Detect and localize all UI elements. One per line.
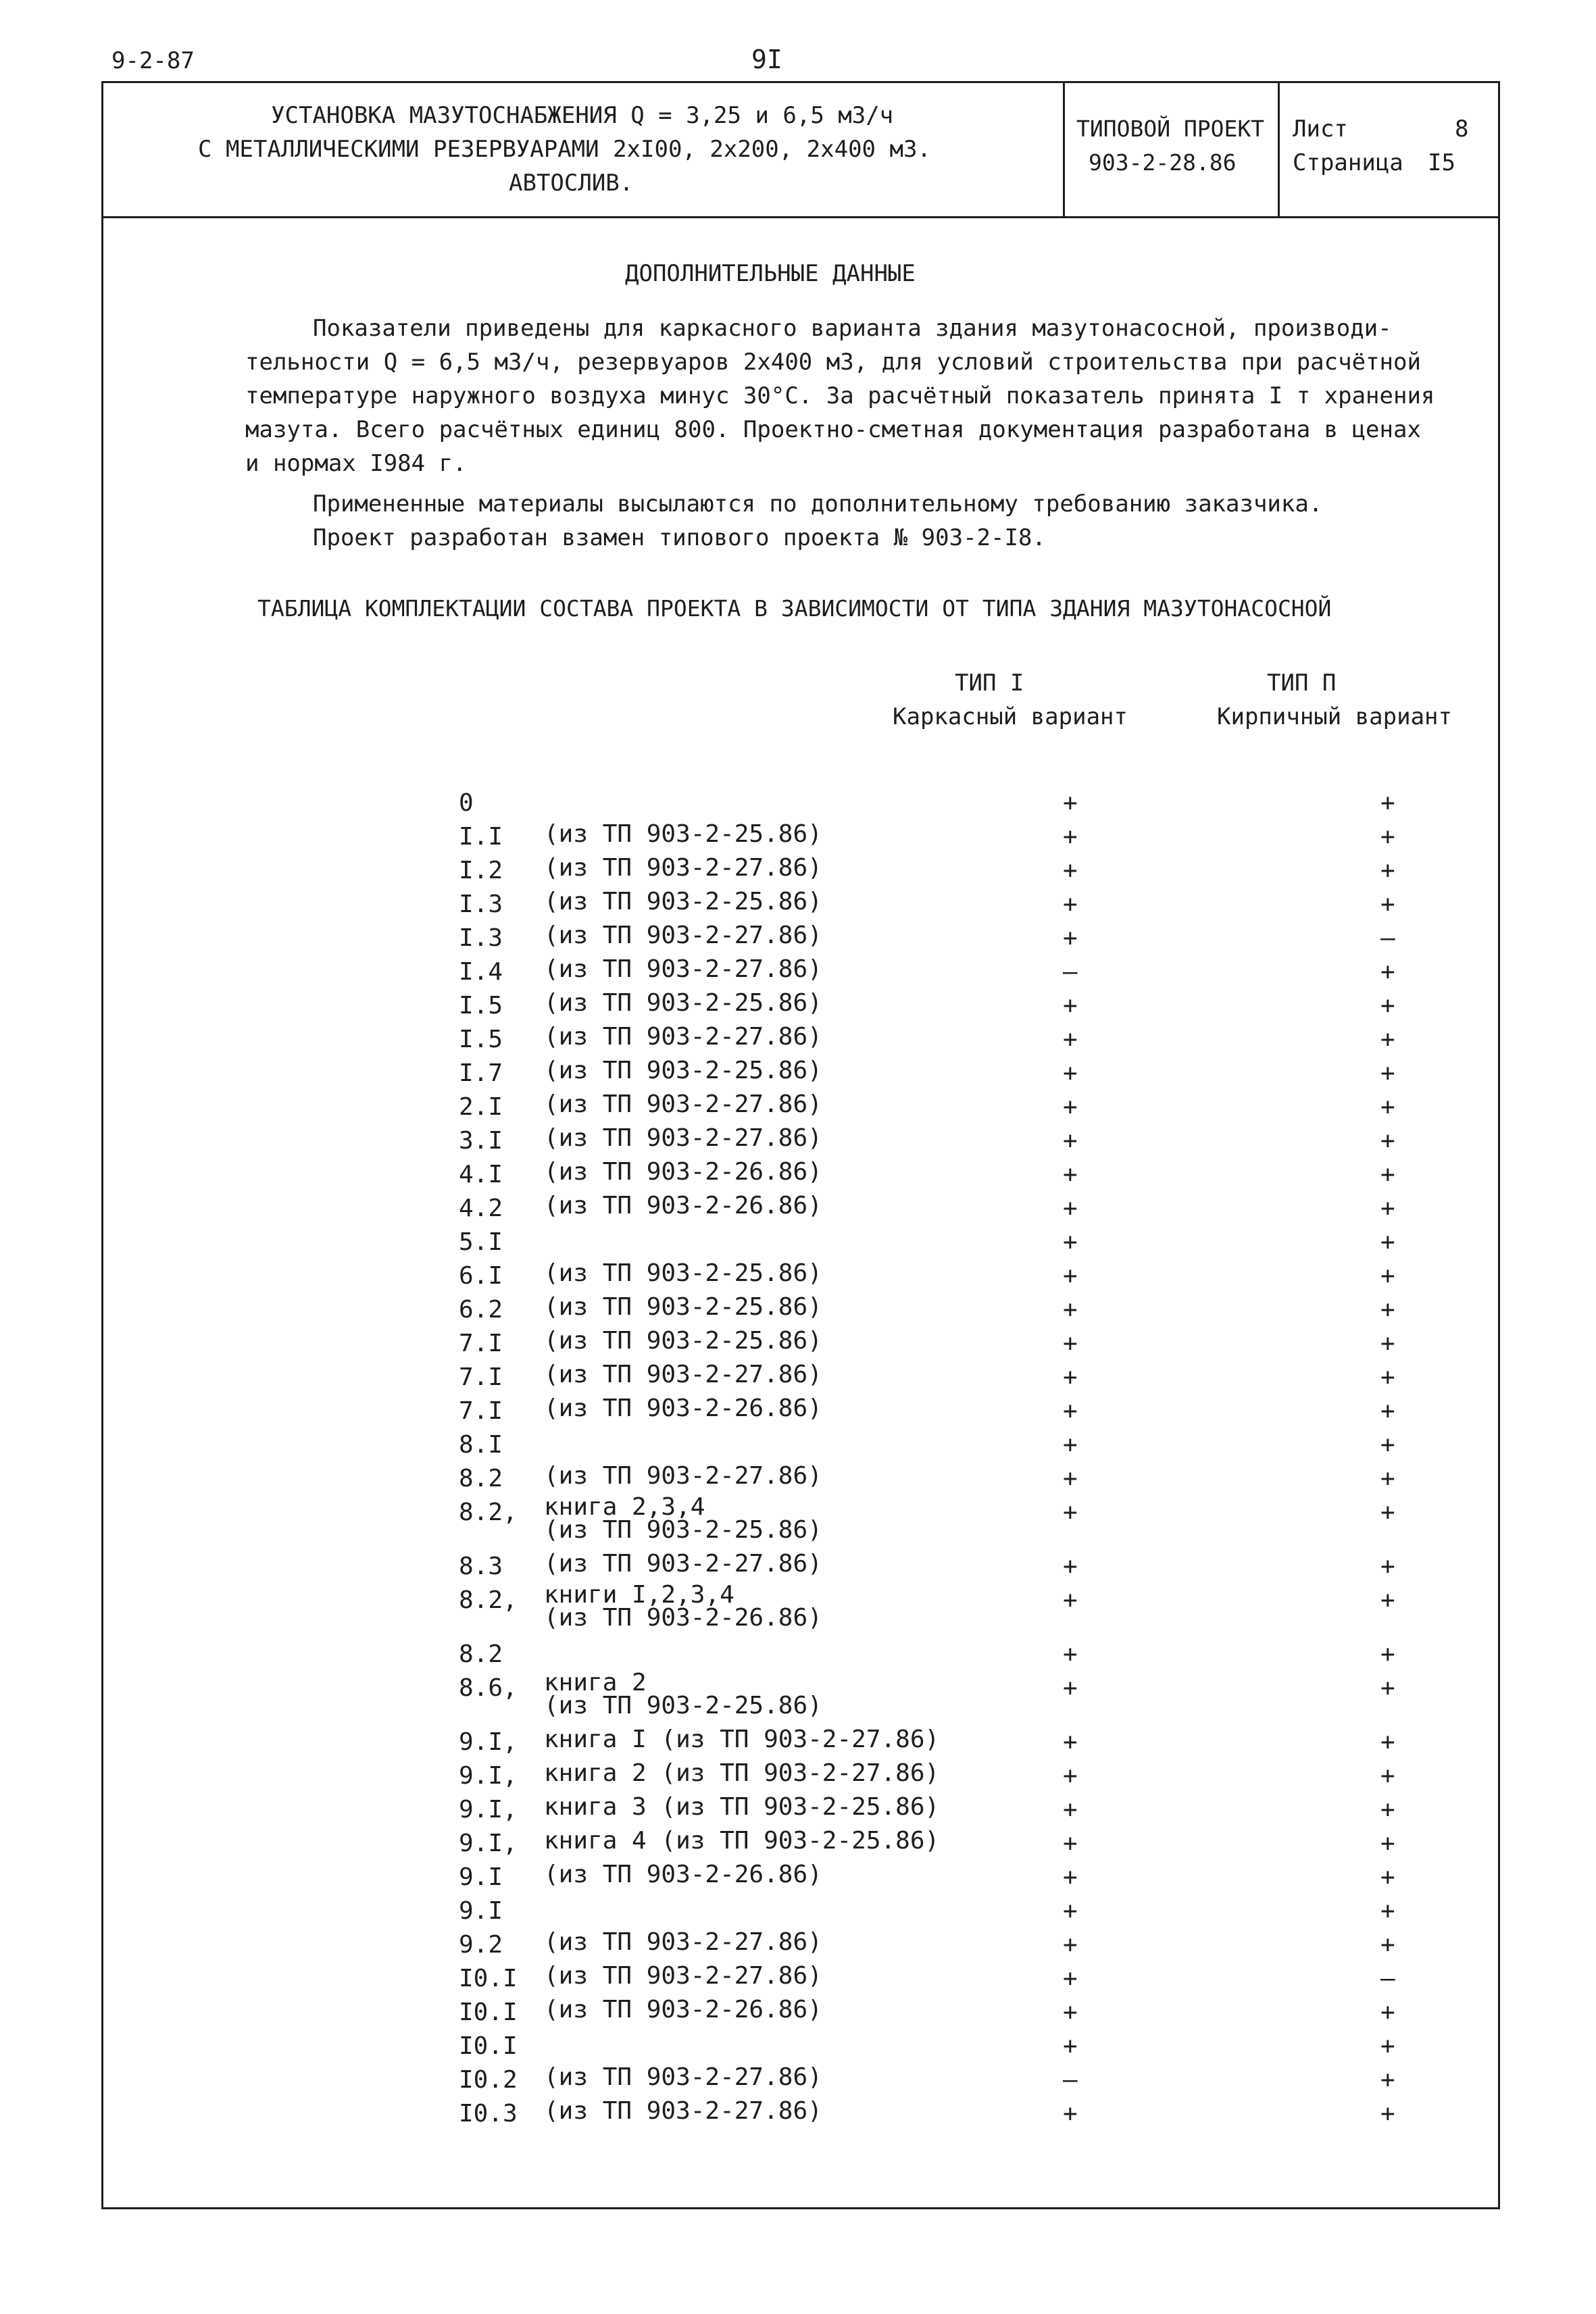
type2-mark: + bbox=[1380, 1499, 1395, 1526]
col-type2-desc: Кирпичный вариант bbox=[1217, 703, 1452, 730]
type1-mark: + bbox=[1063, 992, 1078, 1020]
type1-mark: + bbox=[1063, 789, 1078, 817]
paragraph-line: и нормах I984 г. bbox=[245, 450, 467, 477]
row-number: 8.6, bbox=[459, 1674, 518, 1702]
row-number: I0.I bbox=[459, 1998, 518, 2026]
doc-code: 9-2-87 bbox=[111, 47, 195, 74]
type2-mark: – bbox=[1380, 924, 1395, 952]
row-number: 3.I bbox=[459, 1127, 503, 1155]
type1-mark: + bbox=[1063, 1262, 1078, 1290]
type1-mark: + bbox=[1063, 1965, 1078, 1992]
type1-mark: + bbox=[1063, 1728, 1078, 1756]
type2-mark: + bbox=[1380, 789, 1395, 817]
type1-mark: + bbox=[1063, 1093, 1078, 1121]
row-number: 8.2 bbox=[459, 1465, 503, 1492]
row-number: 2.I bbox=[459, 1093, 503, 1121]
type1-mark: + bbox=[1063, 1127, 1078, 1155]
row-reference-line: (из ТП 903-2-26.86) bbox=[544, 1604, 822, 1632]
type1-mark: + bbox=[1063, 857, 1078, 884]
row-reference: (из ТП 903-2-27.86) bbox=[544, 2097, 822, 2125]
title-block bbox=[103, 83, 1498, 218]
type1-mark: + bbox=[1063, 823, 1078, 851]
row-number: 5.I bbox=[459, 1228, 503, 1256]
row-number: I0.3 bbox=[459, 2100, 518, 2128]
row-number: 0 bbox=[459, 789, 474, 817]
page-value: I5 bbox=[1428, 149, 1455, 176]
type1-mark: + bbox=[1063, 1499, 1078, 1526]
row-number: I.5 bbox=[459, 992, 503, 1020]
type1-mark: + bbox=[1063, 1863, 1078, 1891]
row-number: 9.I, bbox=[459, 1796, 518, 1823]
sheet-value: 8 bbox=[1455, 116, 1469, 143]
type2-mark: + bbox=[1380, 1674, 1395, 1702]
paragraph-line: мазута. Всего расчётных единиц 800. Проектно-сметная документация разработана в ценах bbox=[245, 416, 1421, 443]
type2-mark: + bbox=[1380, 1863, 1395, 1891]
row-reference-line: (из ТП 903-2-25.86) bbox=[544, 1692, 822, 1719]
row-reference: (из ТП 903-2-27.86) bbox=[544, 1550, 822, 1578]
row-reference: (из ТП 903-2-27.86) bbox=[544, 1462, 822, 1490]
col-type1-desc: Каркасный вариант bbox=[893, 703, 1128, 730]
sheet-label: Лист bbox=[1293, 116, 1348, 143]
paragraph-line: тельности Q = 6,5 м3/ч, резервуаров 2х400 м3, для условий строительства при расчётной bbox=[245, 349, 1421, 376]
type1-mark: + bbox=[1063, 2100, 1078, 2128]
row-reference: (из ТП 903-2-26.86) bbox=[544, 1158, 822, 1186]
paragraph-line: температуре наружного воздуха минус 30°С. За расчётный показатель принята I т хранения bbox=[245, 382, 1435, 409]
type2-mark: + bbox=[1380, 2100, 1395, 2128]
title-line-3: АВТОСЛИВ. bbox=[509, 170, 634, 197]
title-line-1: УСТАНОВКА МАЗУТОСНАБЖЕНИЯ Q = 3,25 и 6,5 м3/ч bbox=[271, 102, 894, 129]
row-number: I0.2 bbox=[459, 2066, 518, 2094]
project-number: 903-2-28.86 bbox=[1089, 149, 1237, 176]
type2-mark: – bbox=[1380, 1965, 1395, 1992]
type1-mark: + bbox=[1063, 1330, 1078, 1357]
row-number: I0.I bbox=[459, 1965, 518, 1992]
type1-mark: + bbox=[1063, 1296, 1078, 1324]
type1-mark: + bbox=[1063, 1586, 1078, 1614]
col-type2-heading: ТИП П bbox=[1267, 670, 1337, 697]
type2-mark: + bbox=[1380, 1728, 1395, 1756]
type2-mark: + bbox=[1380, 1640, 1395, 1668]
divider bbox=[1278, 83, 1280, 218]
row-reference bbox=[544, 1671, 822, 1717]
row-reference: (из ТП 903-2-25.86) bbox=[544, 888, 822, 915]
type2-mark: + bbox=[1380, 1796, 1395, 1823]
type2-mark: + bbox=[1380, 1998, 1395, 2026]
type2-mark: + bbox=[1380, 823, 1395, 851]
col-type1-heading: ТИП I bbox=[955, 670, 1024, 697]
row-number: 8.I bbox=[459, 1431, 503, 1459]
divider bbox=[1063, 83, 1065, 218]
row-number: 6.I bbox=[459, 1262, 503, 1290]
row-number: 4.2 bbox=[459, 1194, 503, 1222]
type1-mark: + bbox=[1063, 1026, 1078, 1053]
type2-mark: + bbox=[1380, 1127, 1395, 1155]
row-number: 8.2, bbox=[459, 1586, 518, 1614]
row-number: I.7 bbox=[459, 1059, 503, 1087]
row-reference: (из ТП 903-2-27.86) bbox=[544, 2063, 822, 2091]
type1-mark: + bbox=[1063, 1762, 1078, 1790]
row-number: 7.I bbox=[459, 1330, 503, 1357]
type2-mark: + bbox=[1380, 1586, 1395, 1614]
row-reference: книга 2 (из ТП 903-2-27.86) bbox=[544, 1759, 940, 1787]
row-reference: (из ТП 903-2-27.86) bbox=[544, 1023, 822, 1051]
row-number: 9.I bbox=[459, 1863, 503, 1891]
row-number: I.3 bbox=[459, 924, 503, 952]
type1-mark: + bbox=[1063, 1931, 1078, 1959]
type2-mark: + bbox=[1380, 1026, 1395, 1053]
row-reference: (из ТП 903-2-26.86) bbox=[544, 1394, 822, 1422]
document-frame bbox=[101, 81, 1500, 2209]
row-reference: (из ТП 903-2-25.86) bbox=[544, 820, 822, 848]
row-reference: (из ТП 903-2-27.86) bbox=[544, 854, 822, 882]
row-number: I.2 bbox=[459, 857, 503, 884]
type1-mark: + bbox=[1063, 1161, 1078, 1188]
row-reference: (из ТП 903-2-26.86) bbox=[544, 1192, 822, 1219]
row-reference bbox=[544, 1581, 822, 1632]
type1-mark: + bbox=[1063, 1363, 1078, 1391]
row-reference: (из ТП 903-2-27.86) bbox=[544, 1962, 822, 1990]
type2-mark: + bbox=[1380, 1897, 1395, 1925]
page-label: Страница bbox=[1293, 149, 1403, 176]
type2-mark: + bbox=[1380, 958, 1395, 986]
type1-mark: + bbox=[1063, 1897, 1078, 1925]
row-number: 9.I, bbox=[459, 1728, 518, 1756]
row-reference: (из ТП 903-2-27.86) bbox=[544, 922, 822, 949]
type2-mark: + bbox=[1380, 1553, 1395, 1580]
row-number: 9.I, bbox=[459, 1762, 518, 1790]
type2-mark: + bbox=[1380, 1431, 1395, 1459]
type2-mark: + bbox=[1380, 1262, 1395, 1290]
row-reference: (из ТП 903-2-25.86) bbox=[544, 1327, 822, 1355]
type2-mark: + bbox=[1380, 992, 1395, 1020]
type2-mark: + bbox=[1380, 1296, 1395, 1324]
row-reference: (из ТП 903-2-25.86) bbox=[544, 1057, 822, 1084]
row-reference: (из ТП 903-2-25.86) bbox=[544, 1293, 822, 1321]
row-reference: (из ТП 903-2-27.86) bbox=[544, 1361, 822, 1388]
row-number: 8.3 bbox=[459, 1553, 503, 1580]
row-reference-line: книга 2 bbox=[544, 1669, 647, 1696]
type1-mark: + bbox=[1063, 1674, 1078, 1702]
type1-mark: + bbox=[1063, 1431, 1078, 1459]
row-number: 9.2 bbox=[459, 1931, 503, 1959]
type1-mark: + bbox=[1063, 890, 1078, 918]
type2-mark: + bbox=[1380, 1830, 1395, 1857]
row-reference: (из ТП 903-2-26.86) bbox=[544, 1996, 822, 2023]
row-reference-line: книга 2,3,4 bbox=[544, 1493, 705, 1521]
type1-mark: – bbox=[1063, 2066, 1078, 2094]
row-number: 7.I bbox=[459, 1397, 503, 1425]
type1-mark: + bbox=[1063, 1465, 1078, 1492]
row-reference: (из ТП 903-2-27.86) bbox=[544, 1124, 822, 1152]
row-reference: (из ТП 903-2-27.86) bbox=[544, 1090, 822, 1118]
type1-mark: – bbox=[1063, 958, 1078, 986]
paragraph-line: Показатели приведены для каркасного варианта здания мазутонасосной, производи- bbox=[313, 315, 1392, 342]
row-number: I.3 bbox=[459, 890, 503, 918]
type2-mark: + bbox=[1380, 1194, 1395, 1222]
project-label: ТИПОВОЙ ПРОЕКТ bbox=[1076, 116, 1265, 142]
row-reference-line: (из ТП 903-2-25.86) bbox=[544, 1516, 822, 1544]
type2-mark: + bbox=[1380, 1465, 1395, 1492]
row-reference-line: книги I,2,3,4 bbox=[544, 1581, 734, 1609]
type2-mark: + bbox=[1380, 2066, 1395, 2094]
row-number: I0.I bbox=[459, 2032, 518, 2060]
type2-mark: + bbox=[1380, 857, 1395, 884]
title-line-2: С МЕТАЛЛИЧЕСКИМИ РЕЗЕРВУАРАМИ 2хI00, 2х200, 2х400 м3. bbox=[198, 136, 931, 163]
type1-mark: + bbox=[1063, 1796, 1078, 1823]
type2-mark: + bbox=[1380, 1161, 1395, 1188]
row-reference: книга 3 (из ТП 903-2-25.86) bbox=[544, 1793, 940, 1821]
type2-mark: + bbox=[1380, 890, 1395, 918]
row-reference: (из ТП 903-2-25.86) bbox=[544, 1259, 822, 1287]
type2-mark: + bbox=[1380, 1228, 1395, 1256]
type1-mark: + bbox=[1063, 1640, 1078, 1668]
row-reference bbox=[544, 1493, 822, 1544]
type1-mark: + bbox=[1063, 1397, 1078, 1425]
table-title: ТАБЛИЦА КОМПЛЕКТАЦИИ СОСТАВА ПРОЕКТА В ЗАВИСИМОСТИ ОТ ТИПА ЗДАНИЯ МАЗУТОНАСОСНОЙ bbox=[257, 595, 1332, 622]
row-number: 9.I, bbox=[459, 1830, 518, 1857]
row-number: 4.I bbox=[459, 1161, 503, 1188]
page-number: 9I bbox=[751, 45, 782, 74]
type1-mark: + bbox=[1063, 2032, 1078, 2060]
row-number: I.5 bbox=[459, 1026, 503, 1053]
type2-mark: + bbox=[1380, 1363, 1395, 1391]
paragraph-line: Примененные материалы высылаются по дополнительному требованию заказчика. bbox=[313, 491, 1323, 518]
type1-mark: + bbox=[1063, 1228, 1078, 1256]
row-reference: (из ТП 903-2-27.86) bbox=[544, 1928, 822, 1956]
type1-mark: + bbox=[1063, 924, 1078, 952]
row-number: 6.2 bbox=[459, 1296, 503, 1324]
type2-mark: + bbox=[1380, 1931, 1395, 1959]
paragraph-line: Проект разработан взамен типового проекта № 903-2-I8. bbox=[313, 524, 1046, 551]
row-number: 8.2 bbox=[459, 1640, 503, 1668]
section-title: ДОПОЛНИТЕЛЬНЫЕ ДАННЫЕ bbox=[625, 260, 916, 287]
row-reference: (из ТП 903-2-25.86) bbox=[544, 989, 822, 1017]
type1-mark: + bbox=[1063, 1998, 1078, 2026]
type1-mark: + bbox=[1063, 1194, 1078, 1222]
type2-mark: + bbox=[1380, 1762, 1395, 1790]
type1-mark: + bbox=[1063, 1553, 1078, 1580]
row-number: I.4 bbox=[459, 958, 503, 986]
type1-mark: + bbox=[1063, 1059, 1078, 1087]
type2-mark: + bbox=[1380, 1059, 1395, 1087]
type2-mark: + bbox=[1380, 2032, 1395, 2060]
type2-mark: + bbox=[1380, 1093, 1395, 1121]
row-reference: книга 4 (из ТП 903-2-25.86) bbox=[544, 1827, 940, 1855]
row-number: I.I bbox=[459, 823, 503, 851]
type2-mark: + bbox=[1380, 1397, 1395, 1425]
row-number: 9.I bbox=[459, 1897, 503, 1925]
type2-mark: + bbox=[1380, 1330, 1395, 1357]
row-number: 7.I bbox=[459, 1363, 503, 1391]
row-reference: (из ТП 903-2-26.86) bbox=[544, 1861, 822, 1888]
row-reference: книга I (из ТП 903-2-27.86) bbox=[544, 1726, 940, 1753]
row-number: 8.2, bbox=[459, 1499, 518, 1526]
type1-mark: + bbox=[1063, 1830, 1078, 1857]
row-reference: (из ТП 903-2-27.86) bbox=[544, 955, 822, 983]
